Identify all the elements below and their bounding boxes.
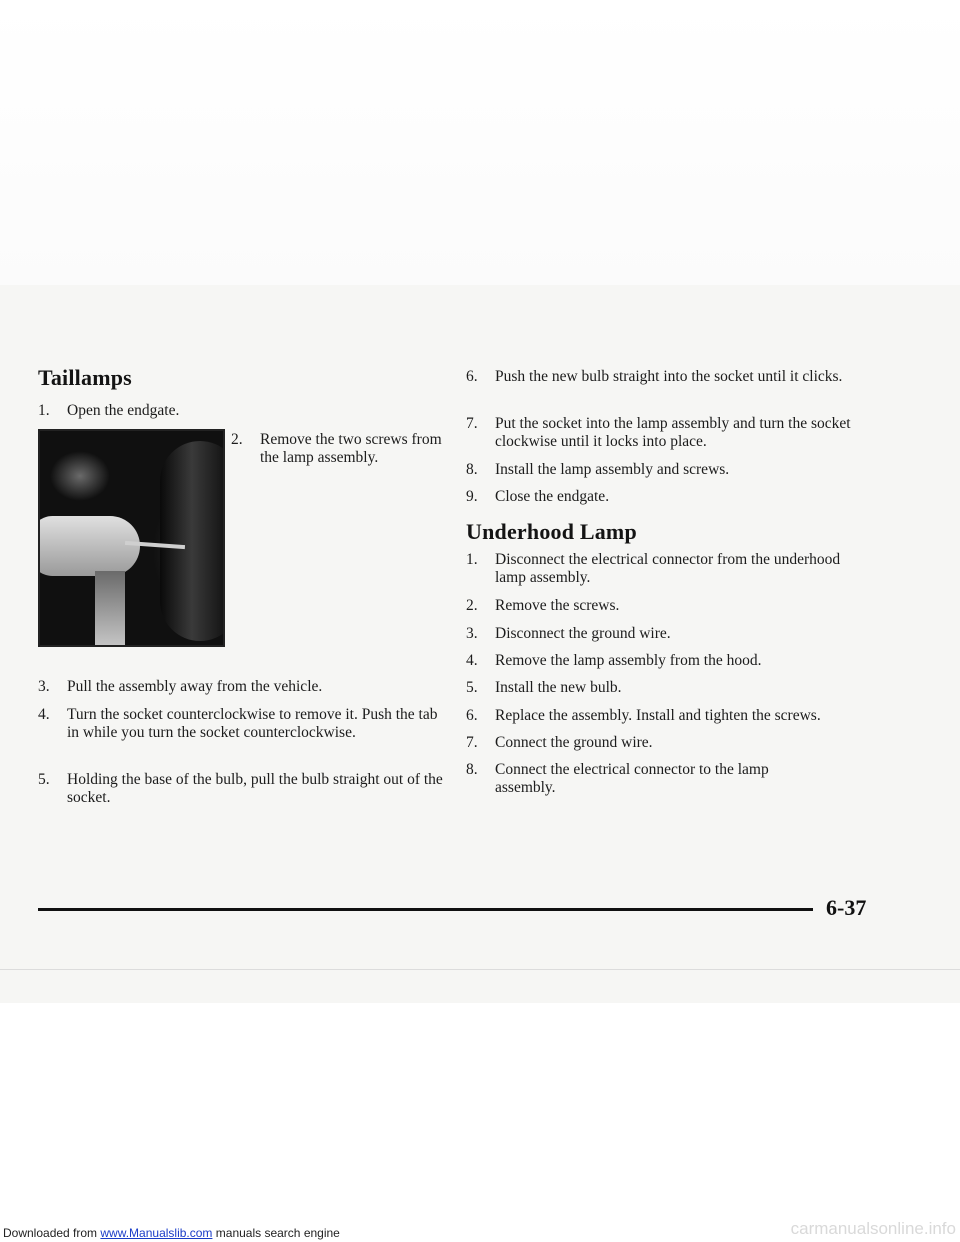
underhood-step-1: 1. Disconnect the electrical connector from the underhood lamp assembly. (466, 551, 841, 586)
underhood-step-8: 8. Connect the electrical connector to the lamp assembly. (466, 761, 769, 796)
taillamps-heading: Taillamps (38, 365, 132, 390)
underhood-step-4: 4. Remove the lamp assembly from the hood. (466, 652, 762, 669)
page-content (0, 285, 960, 1003)
underhood-heading: Underhood Lamp (466, 519, 637, 544)
taillamps-step-9: 9. Close the endgate. (466, 488, 610, 505)
page-rule (38, 908, 813, 911)
underhood-step-6: 6. Replace the assembly. Install and tighten the screws. (466, 707, 821, 724)
download-footer: Downloaded from www.Manualslib.com manuals search engine (3, 1226, 340, 1240)
taillamp-photo (38, 429, 225, 647)
top-margin (0, 0, 960, 285)
taillamps-step-7: 7. Put the socket into the lamp assembly and turn the socket clockwise until it locks into place. (466, 415, 851, 450)
underhood-step-3: 3. Disconnect the ground wire. (466, 625, 671, 642)
watermark: carmanualsonline.info (790, 1219, 956, 1238)
underhood-step-7: 7. Connect the ground wire. (466, 734, 653, 751)
taillamps-step-3: 3. Pull the assembly away from the vehicle. (38, 678, 323, 695)
page-number: 6-37 (826, 895, 867, 920)
taillamps-step-2: 2. Remove the two screws from the lamp assembly. (231, 431, 442, 466)
taillamps-step-5: 5. Holding the base of the bulb, pull the bulb straight out of the socket. (38, 771, 443, 806)
content-bottom-line (0, 969, 960, 970)
taillamps-step-8: 8. Install the lamp assembly and screws. (466, 461, 730, 478)
bottom-margin (0, 1003, 960, 1242)
taillamps-step-1: 1. Open the endgate. (38, 402, 180, 419)
taillamps-step-6: 6. Push the new bulb straight into the socket until it clicks. (466, 368, 843, 385)
taillamps-step-4: 4. Turn the socket counterclockwise to remove it. Push the tab in while you turn the socket counterclockwise. (38, 706, 438, 741)
manualslib-link[interactable]: www.Manualslib.com (100, 1226, 213, 1240)
underhood-step-2: 2. Remove the screws. (466, 597, 620, 614)
underhood-step-5: 5. Install the new bulb. (466, 679, 622, 696)
